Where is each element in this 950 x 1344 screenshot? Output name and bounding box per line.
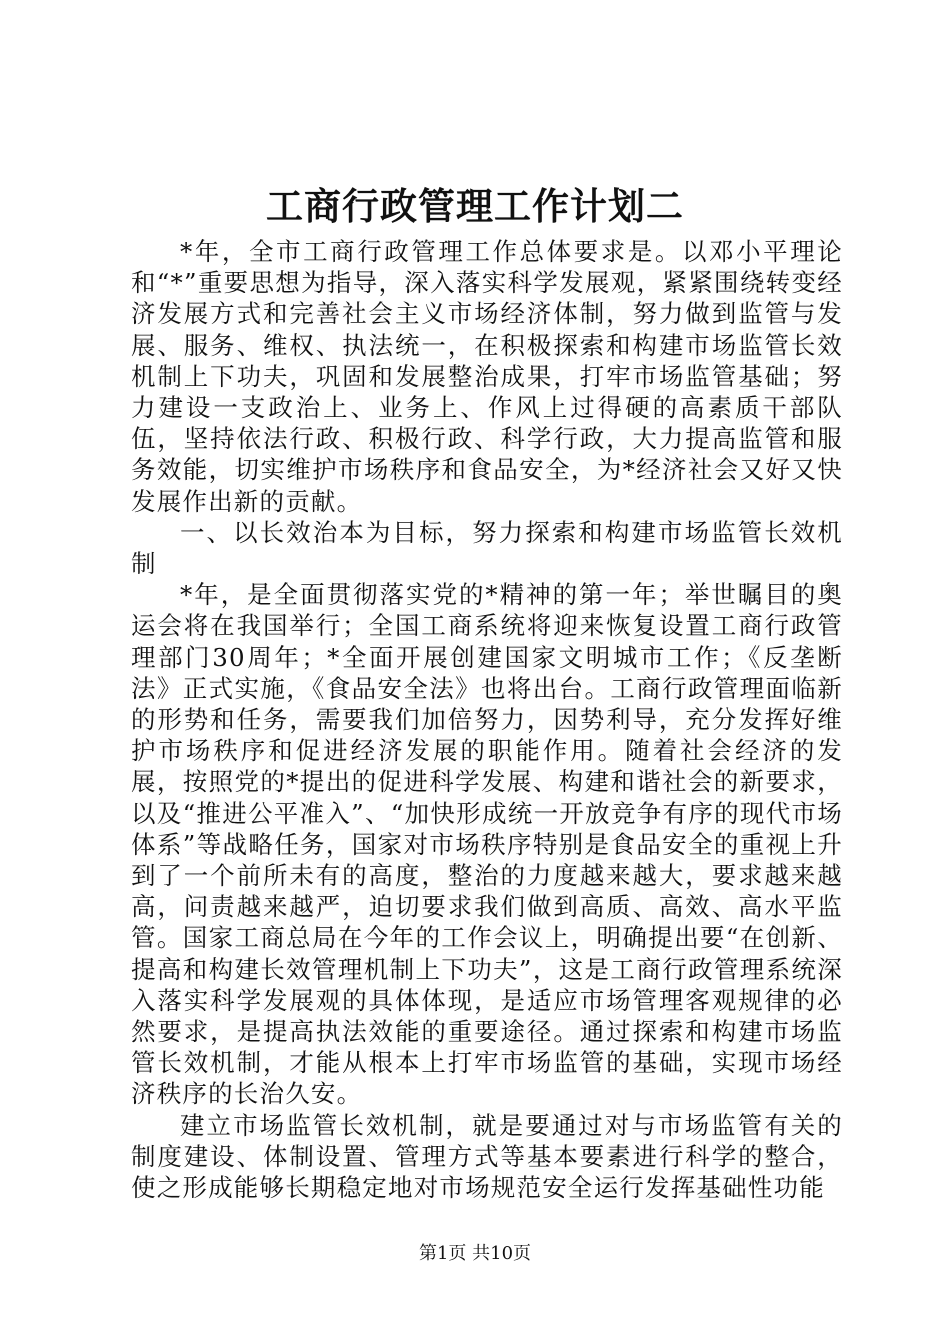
paragraph-mechanism: 建立市场监管长效机制，就是要通过对与市场监管有关的制度建设、体制设置、管理方式等基本要素进行科学的整合，使之形成能够长期稳定地对市场规范安全运行发挥基础性功能: [131, 1110, 843, 1203]
page-footer: 第1页 共10页: [418, 1243, 532, 1264]
section-heading-1: 一、以长效治本为目标，努力探索和构建市场监管长效机制: [131, 517, 843, 579]
document-title: 工商行政管理工作计划二: [266, 184, 684, 228]
document-body: [131, 236, 843, 1203]
paragraph-background: *年，是全面贯彻落实党的*精神的第一年；举世瞩目的奥运会将在我国举行；全国工商系统将迎来恢复设置工商行政管理部门30周年；*全面开展创建国家文明城市工作；《反垄断法》正式实施，《食品安全法》也将出台。工商行政管理面临新的形势和任务，需要我们加倍努力，因势利导，充分发挥好维护市场秩序和促进经济发展的职能作用。随着社会经济的发展，按照党的*提出的促进科学发展、构建和谐社会的新要求，以及“推进公平准入”、“加快形成统一开放竞争有序的现代市场体系”等战略任务，国家对市场秩序特别是食品安全的重视上升到了一个前所未有的高度，整治的力度越来越大，要求越来越高，问责越来越严，迫切要求我们做到高质、高效、高水平监管。国家工商总局在今年的工作会议上，明确提出要“在创新、提高和构建长效管理机制上下功夫”，这是工商行政管理系统深入落实科学发展观的具体体现，是适应市场管理客观规律的必然要求，是提高执法效能的重要途径。通过探索和构建市场监管长效机制，才能从根本上打牢市场监管的基础，实现市场经济秩序的长治久安。: [131, 580, 843, 1109]
paragraph-intro: *年，全市工商行政管理工作总体要求是。以邓小平理论和“*”重要思想为指导，深入落实科学发展观，紧紧围绕转变经济发展方式和完善社会主义市场经济体制，努力做到监管与发展、服务、维权、执法统一，在积极探索和构建市场监管长效机制上下功夫，巩固和发展整治成果，打牢市场监管基础；努力建设一支政治上、业务上、作风上过得硬的高素质干部队伍，坚持依法行政、积极行政、科学行政，大力提高监管和服务效能，切实维护市场秩序和食品安全，为*经济社会又好又快发展作出新的贡献。: [131, 237, 843, 516]
